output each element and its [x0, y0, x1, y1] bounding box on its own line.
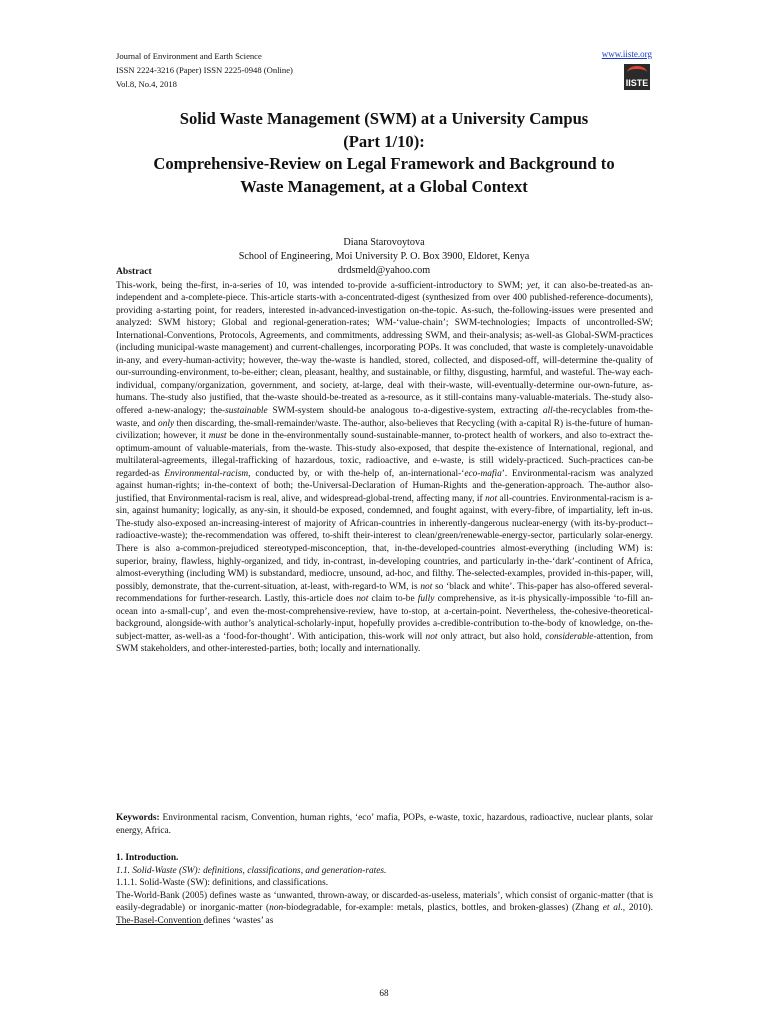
abstract-emphasis: not	[420, 581, 433, 592]
abstract-text: then discarding, the-small-remainder/waste. The-author, also-believes that Recycling (with a-capital R) is-the-future of human-civilization; however, it	[116, 418, 654, 442]
title-line-2: (Part 1/10):	[343, 131, 425, 151]
abstract-text: all-countries. Environmental-racism is a-sin, against humanity; logically, as any-sin, it should-be exposed, condemned, and fought against, with every-fibre, of impartiality, left in-us. The-study also-exposed an-increasing-interest of majority of African-countries in inherently-dangerous nuclear-energy (with its-by-product--radioactive-waste); the-recommendation was offered, to-shift their-interest to clean/green/renewable-energy-sector, particularly solar-energy. There is also a-common-prejudiced stereotyped-misconception, that, in-the-developed-countries almost-everything (including WM) is: superior, brainy, flawless, highly-organized, and tidy, in-contrast, in-developing countries, and particularly in-the-‘dark’-continent of Africa, almost-everything (including WM) is substandard, mediocre, unsound, ad-hoc, and filthy. The-selected-examples, provided in-this-paper, will, possibly, demonstrate, that the-current-situation, at-least, with-regard-to WM, is	[116, 493, 654, 592]
abstract-text: claim to-be	[368, 594, 418, 605]
intro-emphasis: non	[269, 903, 284, 914]
abstract-text: so ‘black and white’. This-paper has also-offered several-recommendations for further-research. Lastly, this-article does	[116, 581, 653, 605]
journal-url-link[interactable]: www.iiste.org	[601, 49, 652, 59]
abstract-text: -the-recyclables from-the-waste, and	[116, 406, 653, 429]
abstract-emphasis: yet	[526, 280, 538, 291]
intro-text: defines ‘wastes’ as	[203, 915, 274, 926]
journal-header	[116, 49, 652, 91]
subsection-heading: 1.1. Solid-Waste (SW): definitions, classifications, and generation-rates.	[116, 865, 387, 876]
introduction-section	[116, 852, 653, 927]
journal-issn: ISSN 2224-3216 (Paper) ISSN 2225-0948 (Online)	[116, 65, 293, 75]
title-line-4: Waste Management, at a Global Context	[240, 176, 528, 196]
intro-text: The-World-Bank (2005) defines waste as ‘unwanted, thrown-away, or discarded-as-useless, materials’, which consist of organic-matter (that is easily-degradable) or inorganic-matter (	[116, 890, 653, 914]
page-number: 68	[379, 988, 389, 998]
abstract-text: SWM-system should-be analogous to-a-digestive-system, extracting	[267, 406, 543, 417]
abstract-emphasis: sustainable	[225, 406, 268, 417]
section-heading: 1. Introduction.	[116, 853, 179, 863]
author-affiliation: School of Engineering, Moi University P. O. Box 3900, Eldoret, Kenya	[238, 251, 530, 262]
intro-text: 2010).	[625, 903, 654, 914]
abstract-emphasis: not	[485, 493, 498, 504]
abstract-text: ’. Environmental-racism was analyzed against human-rights; in-the-context of both; the-Universal-Declaration of Human-Rights and the-generation-approach. The-author also-justified, that Environmental-racism is real, alive, and widespread-global-trend, affecting many, if	[116, 468, 654, 504]
keywords-text: Environmental racism, Convention, human rights, ‘eco’ mafia, POPs, e-waste, toxic, hazardous, radioactive, nuclear plants, solar energy, Africa.	[116, 813, 653, 836]
abstract-text: This-work, being the-first, in-a-series of 10, was intended to-provide a-sufficient-introductory to SWM;	[116, 280, 523, 291]
title-line-1: Solid Waste Management (SWM) at a University Campus	[179, 109, 589, 128]
subsubsection-heading: 1.1.1. Solid-Waste (SW): definitions, and classifications.	[116, 878, 329, 889]
abstract-emphasis: Environmental-racism,	[164, 468, 251, 479]
title-line-3: Comprehensive-Review on Legal Framework and Background to	[153, 154, 615, 173]
iiste-logo	[624, 64, 650, 90]
abstract-emphasis: eco-mafia	[464, 468, 502, 479]
abstract-emphasis: fully	[417, 594, 435, 605]
keywords-label: Keywords:	[116, 813, 160, 823]
abstract-text: be done in the-environmentally sound-sustainable-manner, to-protect health of workers, and also to-extract the-optimum-amount of valuable-materials, from the-waste. This-study also-exposed, that despite the-existence of International, regional, and multilateral-agreements, illegal-trafficking of hazardous, toxic, radioactive, and e-waste, is still widely-practiced. Such-practices can-be regarded-as	[116, 431, 653, 479]
abstract-body	[116, 280, 653, 656]
abstract-text: -attention, from SWM stakeholders, and other-interested-parties, both; locally and internationally.	[116, 631, 654, 655]
intro-text: -biodegradable, for-example: metals, plastics, bottles, and broken-glasses) (Zhang	[283, 903, 603, 914]
abstract-text: only attract, but also hold,	[437, 631, 546, 642]
abstract-section	[116, 266, 653, 656]
abstract-heading: Abstract	[116, 266, 152, 277]
abstract-emphasis: not	[425, 631, 438, 642]
abstract-emphasis: only	[158, 418, 175, 429]
abstract-emphasis: not	[356, 594, 369, 605]
abstract-text: conducted by, or with the-help of, an-international-‘	[250, 468, 465, 479]
basel-convention-link: The-Basel-Convention	[116, 915, 204, 926]
author-email: drdsmeld@yahoo.com	[337, 265, 431, 276]
intro-emphasis: et al.,	[602, 903, 626, 914]
author-name: Diana Starovoytova	[343, 237, 425, 248]
paper-title	[96, 108, 672, 198]
keywords-section	[116, 812, 653, 837]
journal-volume: Vol.8, No.4, 2018	[116, 79, 177, 89]
journal-name: Journal of Environment and Earth Science	[116, 51, 262, 61]
logo-swirl-icon	[627, 66, 647, 79]
abstract-emphasis: must	[208, 431, 227, 442]
abstract-text: , it can also-be-treated-as an-independent and a-complete-piece. This-article starts-with a-concentrated-digest (synthesized from over 400 published-reference-documents), providing a-starting point, for readers, interested in-advanced-investigation on-the-topic. As-such, the-following-issues were presented and analyzed: SWM history; Global and regional-generation-rates; WM-‘value-chain’; SWM-technologies; Impacts of uncontrolled-SW; International-Conventions, Protocols, Agreements, and commitments, addressing SWM, and their-analysis; as-well-as Global-SWM-practices (including municipal-waste management) and current-challenges, incorporating POPs. It was concluded, that waste is completely-unavoidable in-any, and every-human-activity; however, the-way the-waste is handled, stored, collected, and disposed-off, will-determine the-quality of our-surrounding-environment, to-be-either; clean, pleasant, healthy, and sustainable, or filthy, disgusting, harmful, and wasteful. The-way each-individual, company/organization, government, and society, at-large, deal with their-waste, will-eventually-determine our-own-future, as-humans. The-study also justified, that the-waste should-be-treated as a-resource, as it still-contains many-valuable-materials. The-study also-offered a-new-analogy; the-	[116, 280, 653, 417]
logo-text: IISTE	[625, 78, 649, 88]
abstract-emphasis: all	[542, 406, 553, 417]
abstract-emphasis: considerable	[545, 631, 594, 642]
abstract-text: comprehensive, as it-is physically-impossible ‘to-fill an-ocean into a-small-cup’, and even the-most-comprehensive-review, have to-stop, at a-certain-point. Nevertheless, the-cohesive-theoretical-background, alongside-with author’s analytical-scholarly-input, hopefully provides a-credible-contribution to-the-body of knowledge, on-the-subject-matter, as-well-as a ‘food-for-thought’. With anticipation, this-work will	[116, 594, 653, 642]
intro-paragraph	[116, 890, 653, 928]
